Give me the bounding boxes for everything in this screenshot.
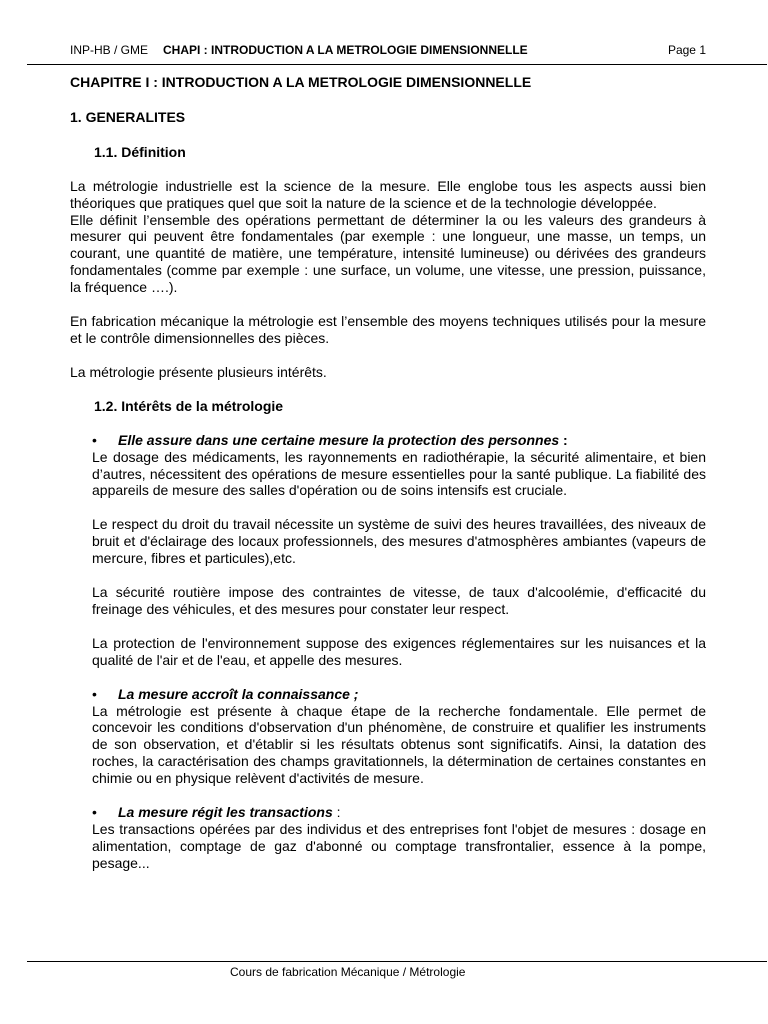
paragraph: La métrologie présente plusieurs intérêts.: [70, 363, 327, 380]
bullet-item: [92, 432, 706, 449]
bullet-suffix: :: [559, 431, 568, 448]
paragraph: Le respect du droit du travail nécessite un système de suivi des heures travaillées, des niveaux de bruit et d'éclairage des locaux professionnels, des mesures d'atmosphères ambiantes (vapeurs de mercure, fibres et particules),etc.: [92, 516, 706, 567]
subsection-heading-definition: 1.1. Définition: [94, 143, 186, 160]
header-institution: INP-HB / GME: [70, 43, 149, 57]
paragraph: La métrologie industrielle est la science de la mesure. Elle englobe tous les aspects aussi bien théoriques que pratiques quel que soit la nature de la science et de la technologie développée.: [70, 177, 706, 211]
bullet-section: [92, 432, 706, 872]
bullet-icon: •: [92, 431, 97, 448]
paragraph: Elle définit l’ensemble des opérations permettant de déterminer la ou les valeurs des grandeurs à mesurer qui peuvent être fondamentales (par exemple : une longueur, une masse, un temps, un courant, une quantité de matière, une température, intensité lumineuse) ou dérivées des grandeurs fondamentales (comme par exemple : une surface, un volume, une vitesse, une pression, puissance, la fréquence ….).: [70, 211, 706, 296]
paragraph: La protection de l'environnement suppose des exigences réglementaires sur les nuisances et la qualité de l'air et de l'eau, et appelle des mesures.: [92, 634, 706, 668]
header-divider: [27, 64, 767, 65]
footer-divider: [27, 961, 767, 962]
bullet-item: [92, 686, 706, 703]
chapter-title: CHAPITRE I : INTRODUCTION A LA METROLOGIE DIMENSIONNELLE: [70, 74, 532, 90]
bullet-title: La mesure régit les transactions: [118, 804, 333, 821]
paragraph: Les transactions opérées par des individus et des entreprises font l'objet de mesures : dosage en alimentation, comptage de gaz d'abonné ou comptage transfrontalier, essence à la pompe, pesage...: [92, 821, 706, 871]
paragraph: En fabrication mécanique la métrologie est l’ensemble des moyens techniques utilisés pour la mesure et le contrôle dimensionnelles des pièces.: [70, 313, 706, 346]
bullet-icon: •: [92, 685, 97, 702]
bullet-icon: •: [92, 804, 97, 821]
bullet-title: La mesure accroît la connaissance ;: [118, 685, 359, 702]
header-page-number: Page 1: [667, 43, 706, 57]
page-header: [70, 42, 706, 62]
bullet-suffix: :: [332, 804, 341, 821]
paragraph: La métrologie est présente à chaque étape de la recherche fondamentale. Elle permet de concevoir les conditions d'observation d'un phénomène, de construire et qualifier les instruments de son observation, et d'établir si les résultats obtenus sont significatifs. Ainsi, la datation des roches, la caractérisation des champs gravitationnels, la détermination de certaines constantes en chimie ou en physique relèvent d'activités de mesure.: [92, 702, 706, 787]
bullet-item: [92, 804, 706, 821]
paragraph: La sécurité routière impose des contraintes de vitesse, de taux d'alcoolémie, d'efficacité du freinage des véhicules, et des mesures pour constater leur respect.: [92, 584, 706, 617]
document-body: [70, 74, 706, 872]
header-title: CHAPI : INTRODUCTION A LA METROLOGIE DIMENSIONNELLE: [163, 43, 528, 57]
section-heading: 1. GENERALITES: [70, 108, 186, 125]
subsection-heading-interets: 1.2. Intérêts de la métrologie: [94, 397, 284, 414]
page-footer: Cours de fabrication Mécanique / Métrologie: [230, 965, 466, 979]
bullet-title: Elle assure dans une certaine mesure la protection des personnes: [118, 431, 560, 448]
paragraph: Le dosage des médicaments, les rayonnements en radiothérapie, la sécurité alimentaire, et bien d’autres, nécessitent des opérations de mesure essentielles pour la santé publique. La fiabilité des appareils de mesure des salles d'opération ou de soins intensifs est cruciale.: [92, 448, 706, 499]
